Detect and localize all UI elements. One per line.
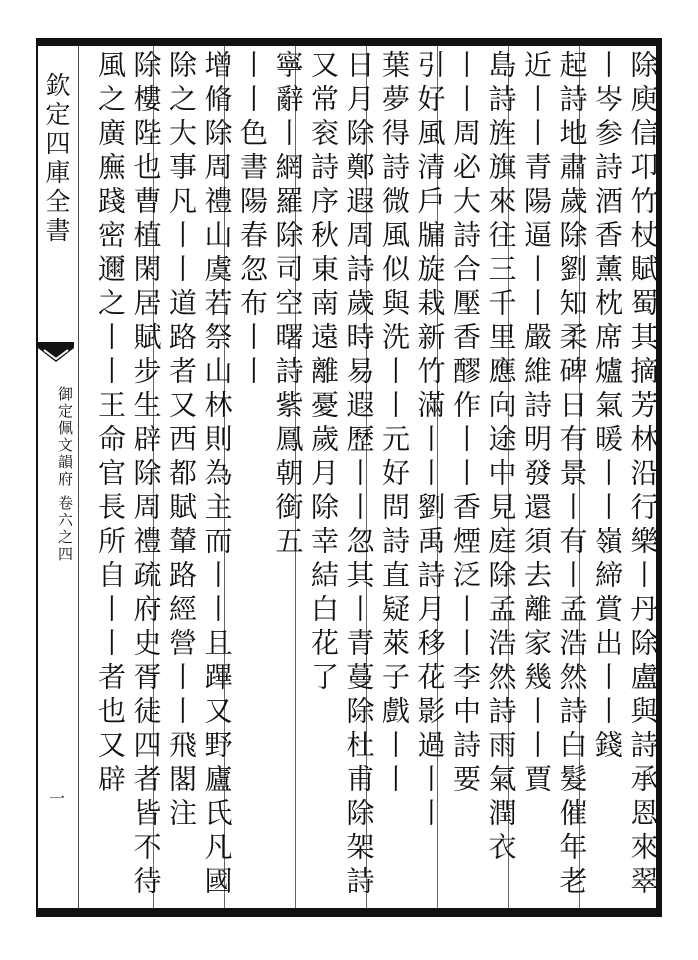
page-number: 一 bbox=[48, 789, 65, 808]
frame-bottom-border bbox=[36, 908, 662, 917]
column-text: 起詩地肅歲除劉知柔碑日有景丨有丨孟浩然詩白髮催年老 bbox=[555, 50, 589, 900]
column-text: 寧辭丨網羅除司空曙詩紫鳳朝銜五 bbox=[271, 50, 305, 560]
column-text: 又常衮詩序秋東南遠離憂歲月除幸結白花了 bbox=[307, 50, 340, 696]
column-text: 除樓陛也曹植閑居賦步生辟除周禮疏府史胥徒四者皆不待 bbox=[129, 50, 163, 900]
text-column-16 bbox=[82, 50, 127, 908]
margin-rule bbox=[78, 46, 79, 908]
fishtail-mark-icon bbox=[36, 338, 76, 382]
column-text: 近丨丨青陽逼丨丨嚴維詩明發還須去離家幾丨丨賈 bbox=[520, 50, 553, 798]
column-text: 丨丨色書陽春忽布丨丨 bbox=[236, 50, 269, 390]
column-text: 風之廣廡踐密邇之丨丨王命官長所自丨丨者也又辟 bbox=[94, 50, 127, 798]
column-text: 日月除鄭遐周詩歲時易遐歷丨丨忽其丨青蔓除杜甫除架詩 bbox=[342, 50, 376, 900]
margin-strip bbox=[36, 46, 76, 908]
column-text: 丨丨周必大詩合壓香醪作丨丨香煙泛丨丨李中詩要 bbox=[449, 50, 482, 798]
column-text: 島詩旌旗來往三千里應向途中見庭除孟浩然詩雨氣潤衣 bbox=[484, 50, 518, 866]
column-text: 引好風清戶牖旋栽新竹滿丨丨劉禹詩月移花影過丨丨 bbox=[413, 50, 447, 832]
column-text: 葉夢得詩微風似與洗丨丨元好問詩直疑萊子戲丨丨 bbox=[378, 50, 411, 798]
column-text: 丨岑参詩酒香薰枕席爐氣暖丨丨嶺締賞出丨丨錢 bbox=[591, 50, 624, 764]
book-title: 欽定四庫全書 bbox=[42, 72, 71, 246]
volume-label: 御定佩文韻府 卷六之四 bbox=[56, 386, 74, 563]
column-text: 除庾信卭竹杖賦蜀其摘芳林沿行樂丨丹除盧與詩承恩來翠 bbox=[626, 50, 660, 900]
column-text: 除之大事凡丨丨道路者又西都賦輦路經營丨丨飛閣注 bbox=[165, 50, 198, 832]
column-text: 增脩除周禮山虞若祭山林則為主而丨丨且蹕又野廬氏凡國 bbox=[200, 50, 234, 900]
frame-top-border bbox=[36, 38, 662, 46]
